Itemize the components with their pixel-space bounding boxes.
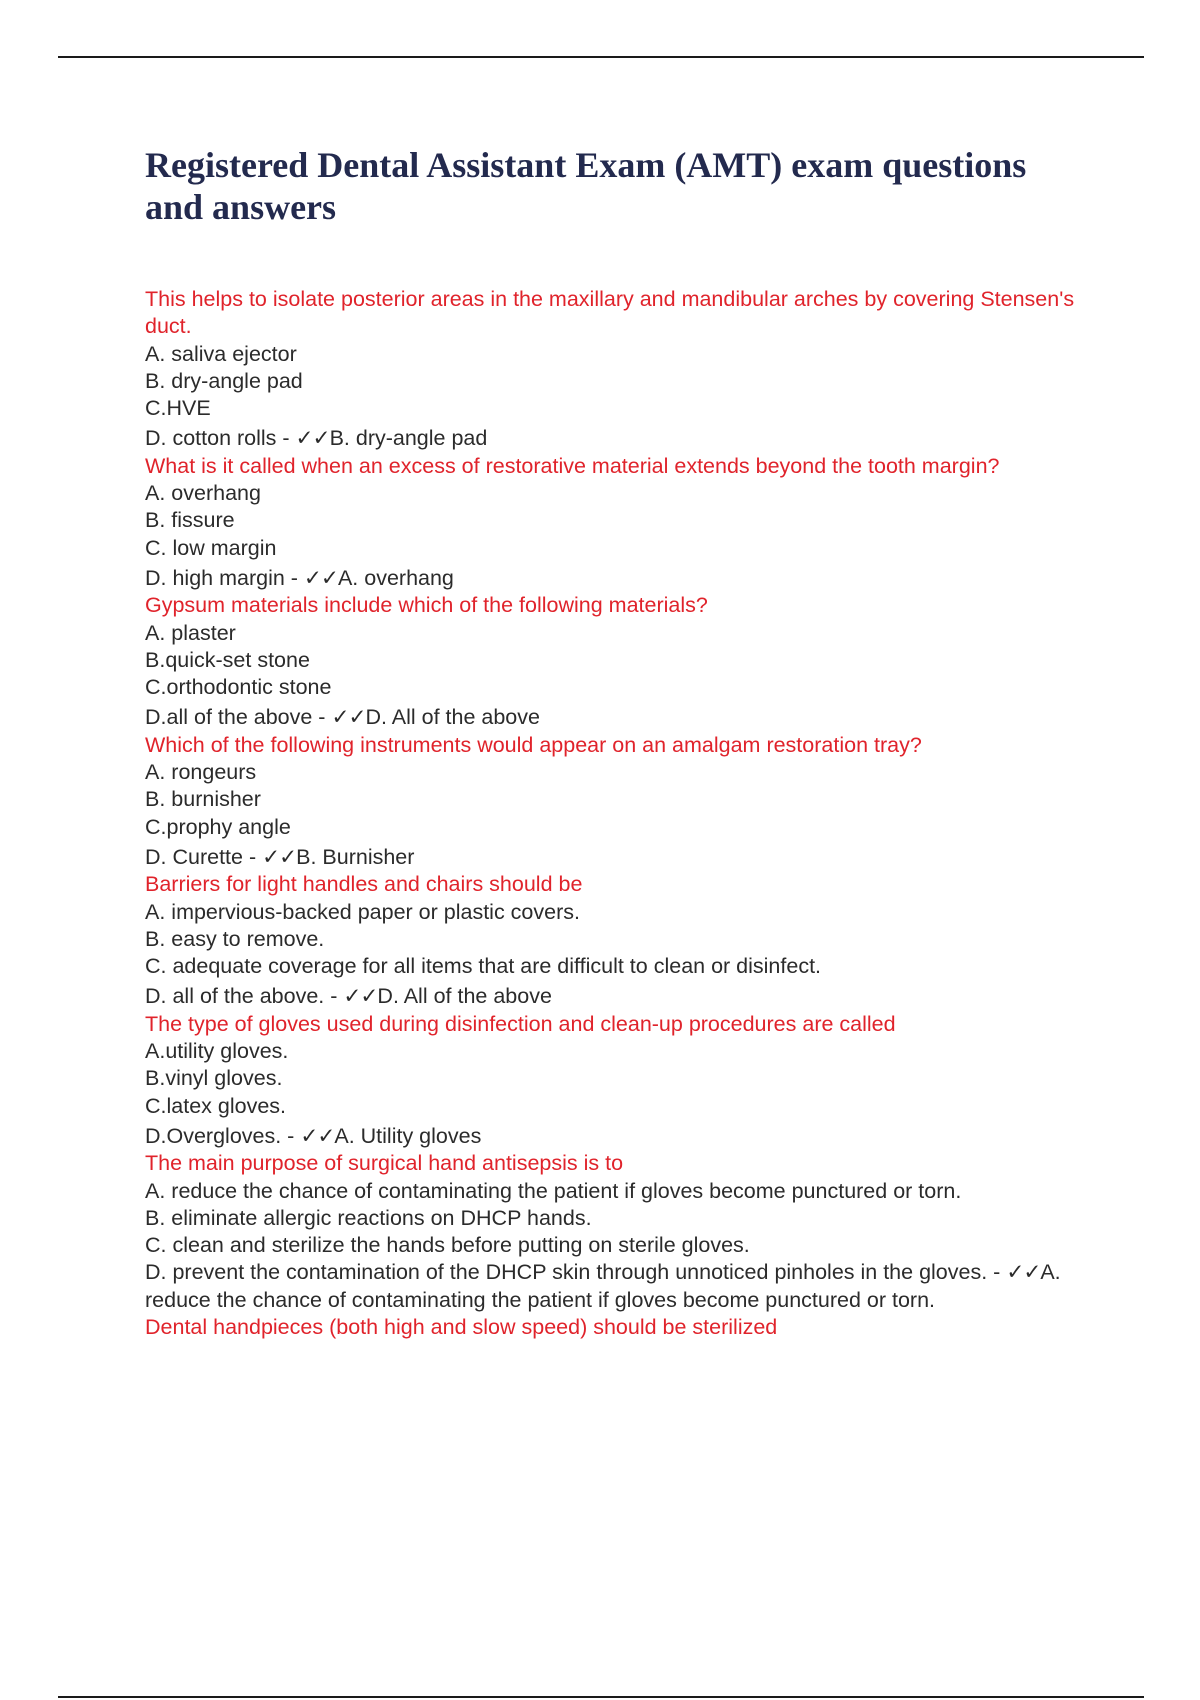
option-a: A. saliva ejector — [145, 341, 297, 366]
question-text: The type of gloves used during disinfection and clean-up procedures are called — [145, 1011, 896, 1036]
option-d-with-answer — [145, 701, 1085, 731]
trailing-question-text: Dental handpieces (both high and slow speed) should be sterilized — [145, 1314, 778, 1339]
checkmark-icon: ✓✓ — [1006, 1260, 1041, 1285]
bottom-rule — [58, 1696, 1144, 1698]
answer-text: A. reduce the chance of contaminating the patient if gloves become punctured or torn. — [145, 1260, 1061, 1312]
option-a: A.utility gloves. — [145, 1039, 289, 1064]
answer-text: A. overhang — [337, 565, 454, 590]
qa-item — [145, 1011, 1085, 1150]
question-text: What is it called when an excess of restorative material extends beyond the tooth margin? — [145, 453, 1000, 478]
option-b: B. dry-angle pad — [145, 368, 303, 393]
answer-text: A. Utility gloves — [334, 1123, 482, 1148]
option-c: C. low margin — [145, 535, 277, 560]
option-a: A. plaster — [145, 620, 236, 645]
option-b: B. easy to remove. — [145, 926, 325, 951]
option-d: D. cotton rolls - — [145, 426, 296, 451]
option-d: D. high margin - — [145, 565, 304, 590]
option-a: A. rongeurs — [145, 760, 257, 785]
option-c: C. clean and sterilize the hands before putting on sterile gloves. — [145, 1233, 750, 1258]
answer-text: D. All of the above — [377, 984, 552, 1009]
checkmark-icon: ✓✓ — [295, 426, 330, 451]
option-d-with-answer — [145, 841, 1085, 871]
option-d-with-answer — [145, 1259, 1085, 1314]
qa-item — [145, 453, 1085, 592]
question-text: The main purpose of surgical hand antisepsis is to — [145, 1151, 624, 1176]
question-text: Barriers for light handles and chairs should be — [145, 872, 583, 897]
qa-item — [145, 732, 1085, 871]
question-text: Gypsum materials include which of the following materials? — [145, 593, 708, 618]
qa-list — [145, 286, 1085, 1341]
option-b: B. eliminate allergic reactions on DHCP hands. — [145, 1205, 592, 1230]
checkmark-icon: ✓✓ — [331, 705, 366, 730]
page-title: Registered Dental Assistant Exam (AMT) exam questions and answers — [145, 145, 1027, 227]
checkmark-icon: ✓✓ — [303, 565, 338, 590]
option-b: B.quick-set stone — [145, 647, 310, 672]
option-d-with-answer — [145, 980, 1085, 1010]
option-b: B. fissure — [145, 508, 235, 533]
qa-item — [145, 871, 1085, 1010]
option-d: D. Curette - — [145, 844, 263, 869]
qa-item — [145, 592, 1085, 731]
checkmark-icon: ✓✓ — [300, 1123, 335, 1148]
question-text: Which of the following instruments would appear on an amalgam restoration tray? — [145, 732, 922, 757]
option-b: B.vinyl gloves. — [145, 1066, 283, 1091]
option-d: D.all of the above - — [145, 705, 332, 730]
option-a: A. overhang — [145, 481, 261, 506]
checkmark-icon: ✓✓ — [343, 984, 378, 1009]
option-d: D. all of the above. - — [145, 984, 344, 1009]
option-d: D.Overgloves. - — [145, 1123, 301, 1148]
question-text: This helps to isolate posterior areas in the maxillary and mandibular arches by covering Stensen's duct. — [145, 287, 1075, 339]
option-c: C. adequate coverage for all items that are difficult to clean or disinfect. — [145, 954, 822, 979]
option-b: B. burnisher — [145, 787, 261, 812]
answer-text: B. Burnisher — [296, 844, 415, 869]
option-a: A. reduce the chance of contaminating the patient if gloves become punctured or torn. — [145, 1178, 962, 1203]
top-rule — [58, 56, 1144, 58]
checkmark-icon: ✓✓ — [262, 844, 297, 869]
option-d-with-answer — [145, 422, 1085, 452]
option-a: A. impervious-backed paper or plastic covers. — [145, 899, 580, 924]
option-c: C.latex gloves. — [145, 1093, 287, 1118]
answer-text: D. All of the above — [365, 705, 540, 730]
qa-item — [145, 286, 1085, 453]
option-d-with-answer — [145, 1120, 1085, 1150]
option-d-with-answer — [145, 562, 1085, 592]
option-c: C.orthodontic stone — [145, 675, 332, 700]
option-c: C.prophy angle — [145, 814, 291, 839]
answer-text: B. dry-angle pad — [329, 426, 488, 451]
option-c: C.HVE — [145, 396, 211, 421]
option-d: D. prevent the contamination of the DHCP skin through unnoticed pinholes in the gloves. - — [145, 1260, 1007, 1285]
qa-item — [145, 1150, 1085, 1314]
